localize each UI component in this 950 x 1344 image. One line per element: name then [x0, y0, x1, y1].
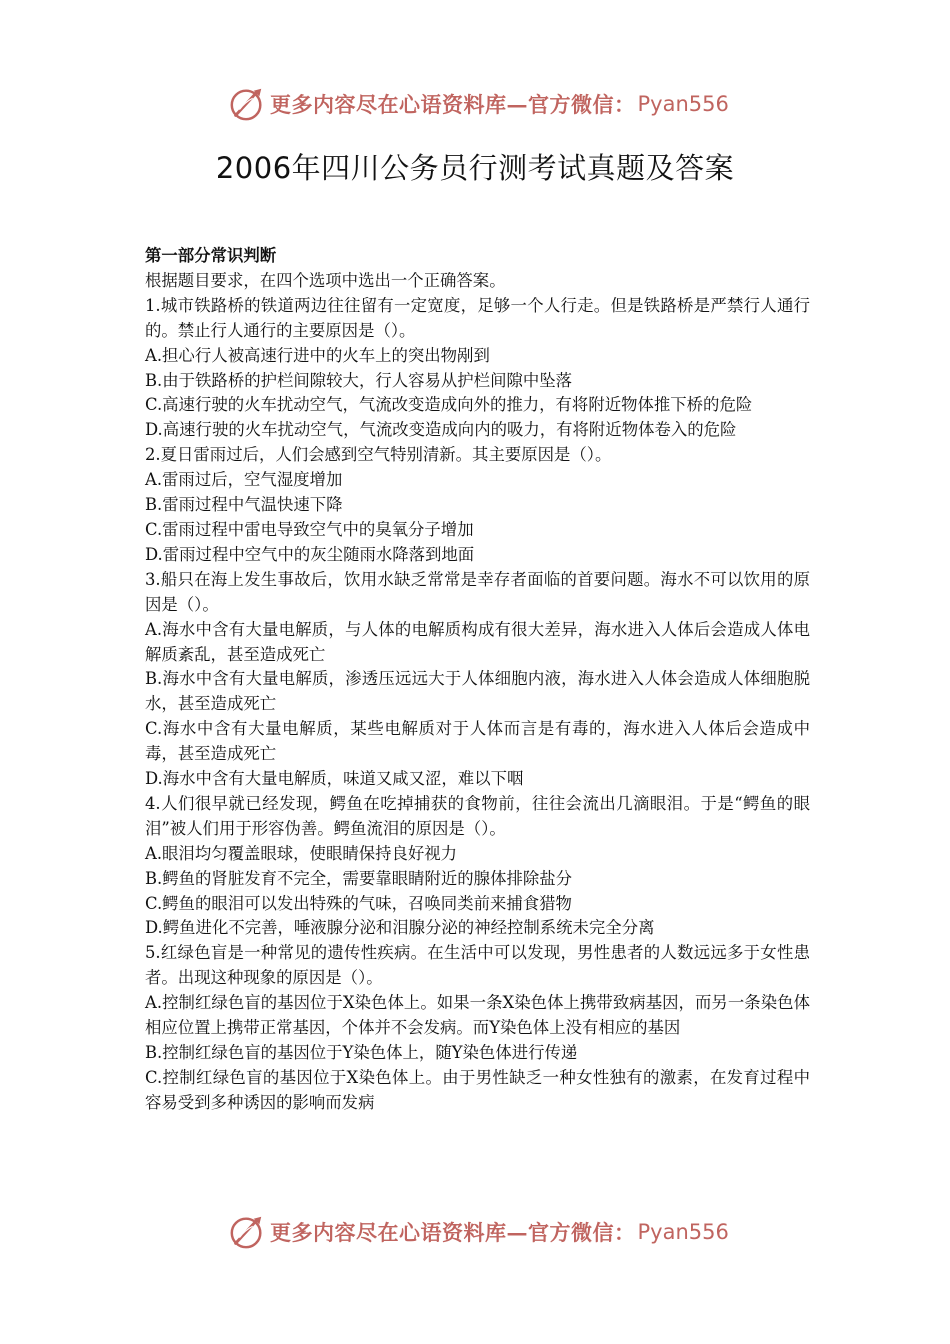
q1-option-a: A.担心行人被高速行进中的火车上的突出物剐到 [145, 345, 490, 365]
question-1: 1.城市铁路桥的铁道两边往往留有一定宽度，足够一个人行走。但是铁路桥是严禁行人通行的。禁止行人通行的主要原因是（）。 [145, 295, 810, 340]
q5-option-a: A.控制红绿色盲的基因位于X染色体上。如果一条X染色体上携带致病基因，而另一条染色体相应位置上携带正常基因，个体并不会发病。而Y染色体上没有相应的基因 [145, 993, 810, 1038]
q2-option-c: C.雷雨过程中雷电导致空气中的臭氧分子增加 [145, 519, 474, 539]
q1-option-b: B.由于铁路桥的护栏间隙较大，行人容易从护栏间隙中坠落 [145, 370, 573, 390]
instruction-line: 根据题目要求，在四个选项中选出一个正确答案。 [145, 270, 506, 290]
q5-option-c: C.控制红绿色盲的基因位于X染色体上。由于男性缺乏一种女性独有的激素，在发育过程中容易受到多种诱因的影响而发病 [145, 1067, 810, 1112]
q4-option-a: A.眼泪均匀覆盖眼球，使眼睛保持良好视力 [145, 843, 458, 863]
question-2: 2.夏日雷雨过后，人们会感到空气特别清新。其主要原因是（）。 [145, 445, 612, 465]
q2-option-d: D.雷雨过程中空气中的灰尘随雨水降落到地面 [145, 544, 475, 564]
q3-option-a: A.海水中含有大量电解质，与人体的电解质构成有很大差异，海水进入人体后会造成人体电解质紊乱，甚至造成死亡 [145, 619, 810, 664]
q3-option-b: B.海水中含有大量电解质，渗透压远远大于人体细胞内液，海水进入人体会造成人体细胞脱水，甚至造成死亡 [145, 669, 810, 714]
watermark-wechat-id: Pyan556 [637, 1220, 729, 1244]
document-title: 2006年四川公务员行测考试真题及答案 [215, 151, 735, 185]
watermark-text: 更多内容尽在心语资料库—官方微信： [270, 1220, 636, 1245]
section-title: 第一部分常识判断 [145, 246, 277, 265]
question-5: 5.红绿色盲是一种常见的遗传性疾病。在生活中可以发现，男性患者的人数远远多于女性患者。出现这种现象的原因是（）。 [145, 943, 810, 988]
header-watermark [0, 82, 950, 126]
q1-option-c: C.高速行驶的火车扰动空气，气流改变造成向外的推力，有将附近物体推下桥的危险 [145, 395, 753, 415]
watermark-text: 更多内容尽在心语资料库—官方微信： [270, 92, 636, 117]
q2-option-a: A.雷雨过后，空气湿度增加 [145, 470, 343, 490]
q1-option-d: D.高速行驶的火车扰动空气，气流改变造成向内的吸力，有将附近物体卷入的危险 [145, 420, 737, 440]
q4-option-b: B.鳄鱼的肾脏发育不完全，需要靠眼睛附近的腺体排除盐分 [145, 868, 573, 888]
q5-option-b: B.控制红绿色盲的基因位于Y染色体上，随Y染色体进行传递 [145, 1043, 578, 1062]
q3-option-d: D.海水中含有大量电解质，味道又咸又涩，难以下咽 [145, 769, 524, 789]
watermark-wechat-id: Pyan556 [637, 92, 729, 116]
pen-logo-icon [228, 1213, 266, 1251]
q3-option-c: C.海水中含有大量电解质，某些电解质对于人体而言是有毒的，海水进入人体后会造成中毒，甚至造成死亡 [145, 719, 810, 764]
q2-option-b: B.雷雨过程中气温快速下降 [145, 495, 343, 515]
document-body [145, 244, 810, 1116]
pen-logo-icon [228, 85, 266, 123]
question-4: 4.人们很早就已经发现，鳄鱼在吃掉捕获的食物前，往往会流出几滴眼泪。于是“鳄鱼的眼泪”被人们用于形容伪善。鳄鱼流泪的原因是（）。 [145, 793, 810, 838]
footer-watermark [0, 1210, 950, 1254]
q4-option-d: D.鳄鱼进化不完善，唾液腺分泌和泪腺分泌的神经控制系统未完全分离 [145, 918, 655, 938]
question-3: 3.船只在海上发生事故后，饮用水缺乏常常是幸存者面临的首要问题。海水不可以饮用的原因是（）。 [145, 569, 810, 614]
q4-option-c: C.鳄鱼的眼泪可以发出特殊的气味，召唤同类前来捕食猎物 [145, 893, 572, 913]
